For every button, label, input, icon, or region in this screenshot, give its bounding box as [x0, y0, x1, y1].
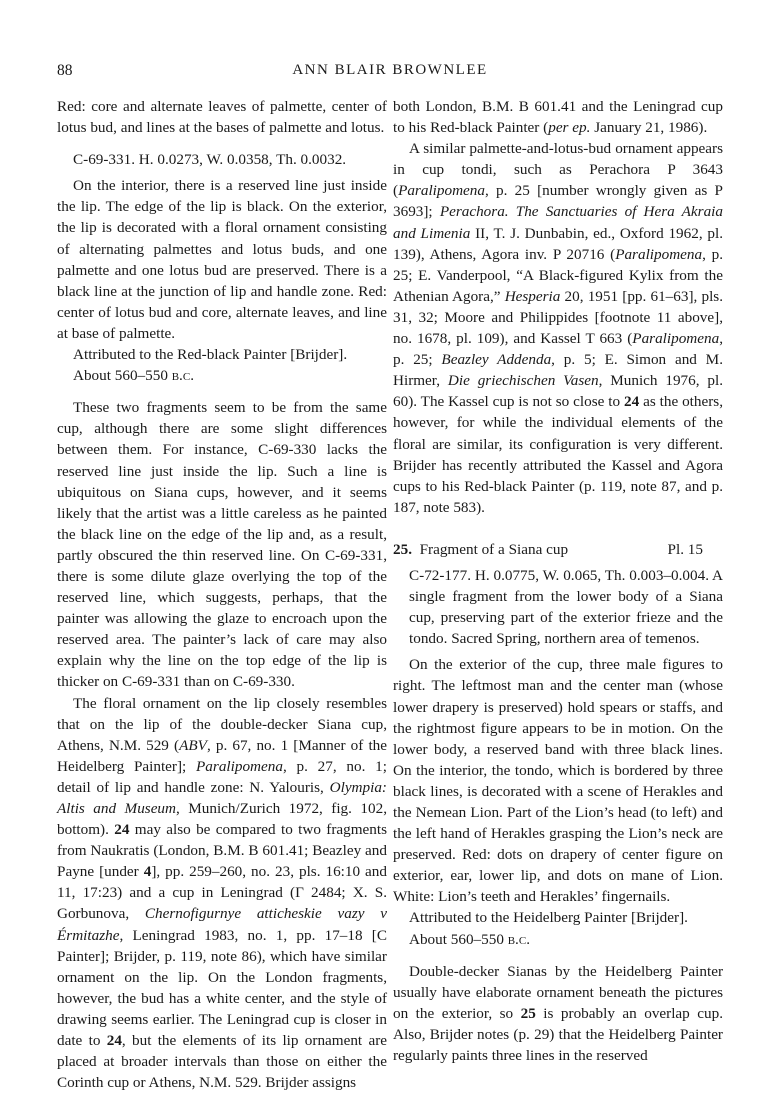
catalogue-entry: C-69-331. H. 0.0273, W. 0.0358, Th. 0.0032. [73, 151, 347, 169]
catalogue-entry: C-72-177. H. 0.0775, W. 0.065, Th. 0.003–0.004. A single fragment from the lower body of a Siana cup, preserving part of the exterior frieze and the tondo. Sacred Spring, northern area of temenos. [409, 566, 723, 648]
plate-reference: Pl. 15 [667, 540, 703, 558]
paragraph: These two fragments seem to be from the same cup, although there are some slight differences between them. For instance, C-69-330 lacks the reserved line just inside the lip. Such a line is ubiquitous on Siana cups, however, and it seems likely that the artist was a little careless as he painted the black line on the edge of the lip and, as a result, partly obscured the thin reserved line. On C-69-331, there is some dilute glaze overlying the top of the reserved line, which suggests, perhaps, that the painter was allowing the glaze to encroach upon the reserved area. The painter’s lack of care may also explain why the line on the top edge of the lip is thicker on C-69-331 than on C-69-330. [57, 399, 387, 691]
paragraph: A similar palmette-and-lotus-bud ornament appears in cup tondi, such as Perachora P 3643 (Paralipomena, p. 25 [number wrongly given as P 3693]; Perachora. The Sanctuaries of Hera Akraia and Limenia II, T. J. Dunbabin, ed., Oxford 1962, pl. 139), Athens, Agora inv. P 20716 (Paralipomena, p. 25; E. Vanderpool, “A Black-figured Kylix from the Athenian Agora,” Hesperia 20, 1951 [pp. 61–63], pls. 31, 32; Moore and Philippides [footnote 11 above], no. 1678, pl. 109), and Kassel T 663 (Paralipomena, p. 25; Beazley Addenda, p. 5; E. Simon and M. Hirmer, Die griechischen Vasen, Munich 1976, pl. 60). The Kassel cup is not so close to 24 as the others, however, for while the individual elements of the floral are similar, its configuration is very different. Brijder has recently attributed the Kassel and Agora cups to his Red-black Painter (p. 119, note 87, and p. 187, note 583). [393, 140, 724, 516]
entry-title: Fragment of a Siana cup [419, 540, 569, 558]
paragraph: The floral ornament on the lip closely resembles that on the lip of the double-decker Siana cup, Athens, N.M. 529 (ABV, p. 67, no. 1 [Manner of the Heidelberg Painter]; Paralipomena, p. 27, no. 1; detail of lip and handle zone: N. Yalouris, Olympia: Altis and Museum, Munich/Zurich 1972, fig. 102, bottom). 24 may also be compared to two fragments from Naukratis (London, B.M. B 601.41; Beazley and Payne [under 4], pp. 259–260, no. 23, pls. 16:10 and 11, 17:23) and a cup in Leningrad (Γ 2484; X. S. Gorbunova, Chernofigurnye atticheskie vazy v Érmitazhe, Leningrad 1983, no. 1, pp. 17–18 [C Painter]; Brijder, p. 119, note 86), which have similar ornament on the lip. On the London fragments, however, the bud has a white center, and the style of drawing seems earlier. The Leningrad cup is closer in date to 24, but the elements of its lip ornament are placed at broader intervals than those on either the Corinth cup or Athens, N.M. 529. Brijder assigns [57, 694, 388, 1092]
attribution: Attributed to the Red-black Painter [Brijder]. [73, 346, 348, 364]
paragraph: Double-decker Sianas by the Heidelberg Painter usually have elaborate ornament beneath the pictures on the exterior, so 25 is probably an overlap cup. Also, Brijder notes (p. 29) that the Heidelberg Painter regularly paints three lines in the reserved [393, 962, 723, 1065]
right-column [393, 96, 723, 1066]
paragraph: Red: core and alternate leaves of palmette, center of lotus bud, and lines at the bases of palmette and lotus. [57, 98, 387, 137]
page-header [0, 62, 780, 86]
attribution: Attributed to the Heidelberg Painter [Brijder]. [409, 909, 688, 927]
catalogue-heading [393, 539, 723, 560]
date-line: About 560–550 b.c. [409, 930, 530, 948]
date-line: About 560–550 b.c. [73, 367, 194, 385]
page-number: 88 [57, 62, 73, 79]
running-head: ANN BLAIR BROWNLEE [292, 62, 488, 78]
paragraph: On the interior, there is a reserved line just inside the lip. The edge of the lip is black. On the exterior, the lip is decorated with a floral ornament consisting of alternating palmettes and lotus buds, and one palmette and one lotus bud are preserved. There is a black line at the junction of lip and handle zone. Red: center of lotus bud and core, alternate leaves, and line at base of palmette. [57, 177, 387, 342]
entry-number: 25. [393, 540, 412, 558]
paragraph: On the exterior of the cup, three male figures to right. The leftmost man and the center man (whose lower drapery is preserved) hold spears or staffs, and the rightmost figure appears to be in motion. On the lower body, a reserved band with three black lines. On the interior, the tondo, which is bordered by three black lines, is decorated with a scene of Herakles and the Nemean Lion. Part of the Lion’s head (to left) and the left hand of Herakles grasping the Lion’s neck are preserved. Red: dots on drapery of center figure on exterior, ear, lower lip, and dots on mane of Lion. White: Lion’s teeth and Herakles’ fingernails. [393, 656, 723, 906]
left-column [57, 96, 387, 1093]
paragraph: both London, B.M. B 601.41 and the Leningrad cup to his Red-black Painter (per ep. January 21, 1986). [393, 98, 723, 137]
